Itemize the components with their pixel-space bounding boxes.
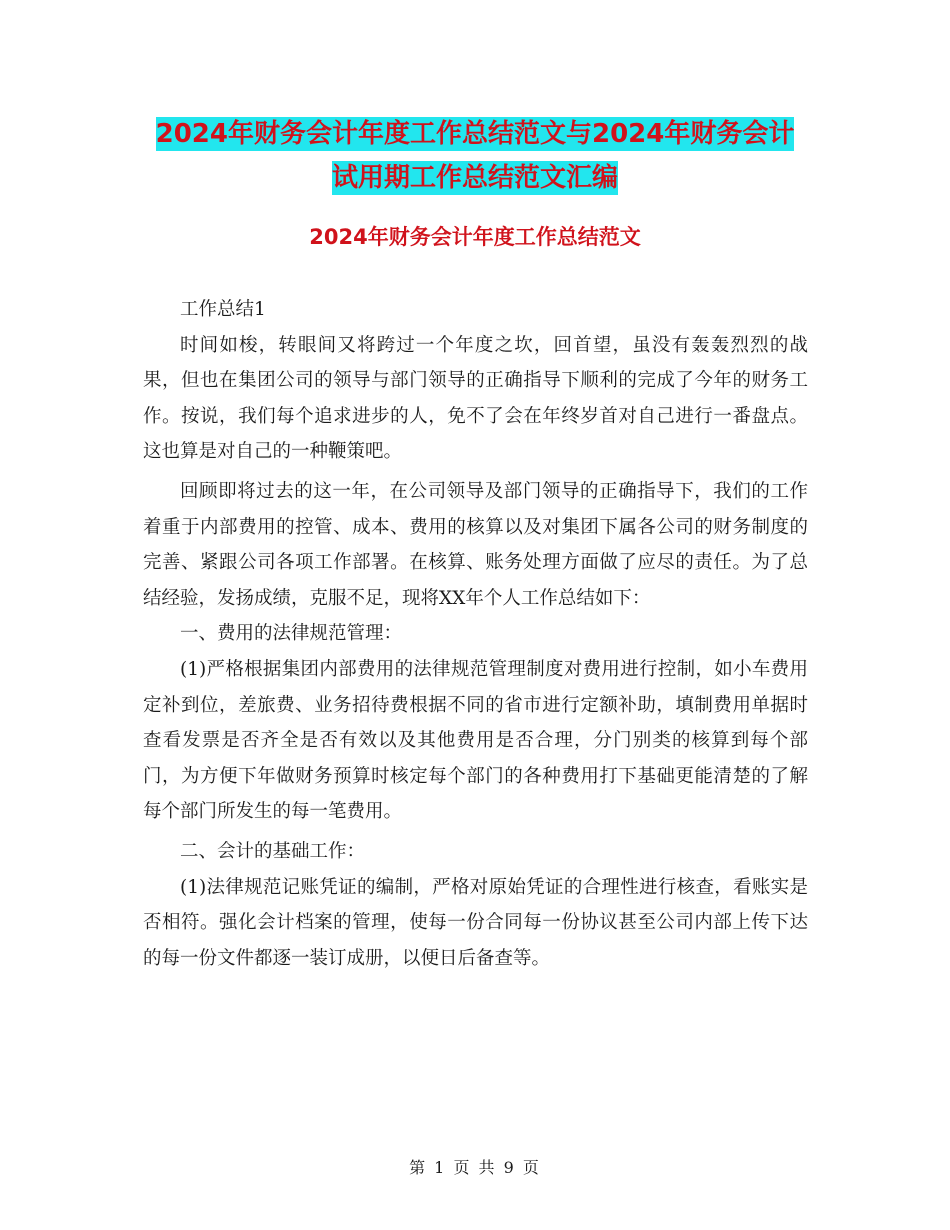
paragraph: (1)严格根据集团内部费用的法律规范管理制度对费用进行控制，如小车费用定补到位，差旅费、业务招待费根据不同的省市进行定额补助，填制费用单据时查看发票是否齐全是否有效以及其他费用是否合理，分门别类的核算到每个部门，为方便下年做财务预算时核定每个部门的各种费用打下基础更能清楚的了解每个部门所发生的每一笔费用。	[143, 658, 808, 823]
paragraph: 回顾即将过去的这一年，在公司领导及部门领导的正确指导下，我们的工作着重于内部费用的控管、成本、费用的核算以及对集团下属各公司的财务制度的完善、紧跟公司各项工作部署。在核算、账务处理方面做了应尽的责任。为了总结经验，发扬成绩，克服不足，现将XX年个人工作总结如下：	[143, 480, 808, 609]
body-text	[143, 292, 808, 976]
main-title-line-2: 试用期工作总结范文汇编	[331, 163, 618, 193]
paragraph: 二、会计的基础工作：	[180, 840, 366, 862]
paragraph: 工作总结1	[180, 299, 266, 320]
page-footer: 第 1 页 共 9 页	[409, 1158, 541, 1177]
section-title: 2024年财务会计年度工作总结范文	[309, 225, 641, 249]
main-title	[120, 112, 830, 200]
paragraph: 一、费用的法律规范管理：	[180, 623, 403, 645]
paragraph: 时间如梭，转眼间又将跨过一个年度之坎，回首望，虽没有轰轰烈烈的战果，但也在集团公司的领导与部门领导的正确指导下顺利的完成了今年的财务工作。按说，我们每个追求进步的人，免不了会在年终岁首对自己进行一番盘点。这也算是对自己的一种鞭策吧。	[143, 334, 808, 463]
paragraph: (1)法律规范记账凭证的编制，严格对原始凭证的合理性进行核查，看账实是否相符。强化会计档案的管理，使每一份合同每一份协议甚至公司内部上传下达的每一份文件都逐一装订成册，以便日后备查等。	[143, 876, 808, 969]
main-title-line-1: 2024年财务会计年度工作总结范文与2024年财务会计	[155, 119, 795, 149]
